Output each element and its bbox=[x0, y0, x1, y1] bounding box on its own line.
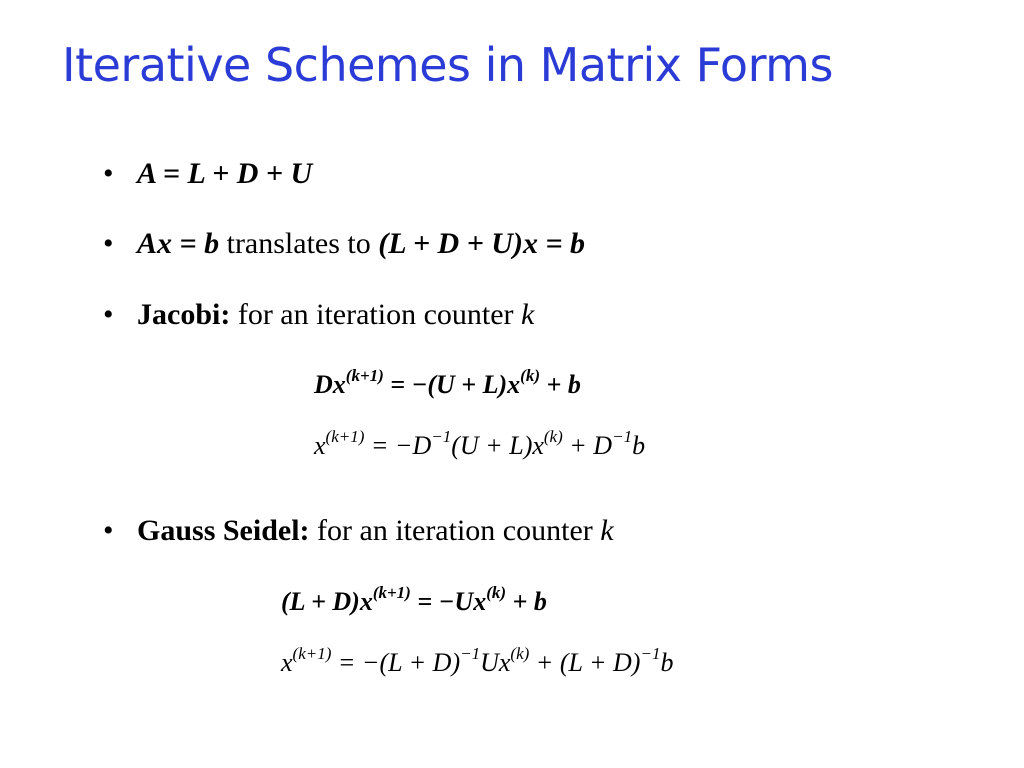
system-math: Ax = b bbox=[137, 227, 220, 260]
eq-superscript: (k) bbox=[520, 366, 540, 386]
eq-term: = −(L + D) bbox=[331, 648, 461, 677]
bullet-system bbox=[103, 226, 585, 262]
eq-term: (L + D)x bbox=[281, 587, 373, 616]
eq-term: x bbox=[314, 431, 326, 460]
eq-term: + (L + D) bbox=[529, 648, 641, 677]
system-math-expanded: (L + D + U)x = b bbox=[378, 227, 586, 260]
eq-superscript: (k+1) bbox=[292, 644, 332, 664]
eq-superscript: −1 bbox=[612, 427, 633, 447]
bullet-gauss-seidel bbox=[103, 513, 614, 549]
eq-term: Ux bbox=[480, 648, 511, 677]
gauss-seidel-var: k bbox=[600, 514, 614, 547]
bullet-dot: • bbox=[103, 298, 114, 331]
eq-term: b bbox=[632, 431, 646, 460]
eq-superscript: −1 bbox=[460, 644, 481, 664]
decomposition-math: A = L + D + U bbox=[137, 157, 313, 190]
eq-superscript: (k+1) bbox=[345, 366, 384, 386]
eq-term: + D bbox=[562, 431, 613, 460]
eq-term: x bbox=[281, 648, 293, 677]
eq-superscript: (k+1) bbox=[372, 583, 411, 603]
jacobi-label: Jacobi: bbox=[137, 298, 231, 331]
gauss-seidel-label: Gauss Seidel: bbox=[137, 514, 310, 547]
eq-term: (U + L)x bbox=[451, 431, 544, 460]
eq-superscript: −1 bbox=[431, 427, 452, 447]
eq-superscript: (k+1) bbox=[325, 427, 365, 447]
eq-term: = −Ux bbox=[410, 587, 487, 616]
jacobi-var: k bbox=[521, 298, 535, 331]
bullet-jacobi bbox=[103, 297, 534, 333]
bullet-dot: • bbox=[103, 514, 114, 547]
eq-term: = −D bbox=[364, 431, 432, 460]
jacobi-equation-2 bbox=[314, 427, 646, 461]
gauss-seidel-text: for an iteration counter bbox=[309, 514, 601, 547]
gauss-seidel-equation-2 bbox=[281, 644, 674, 678]
bullet-dot: • bbox=[103, 227, 114, 260]
eq-term: b bbox=[660, 648, 674, 677]
jacobi-equation-1 bbox=[314, 366, 581, 400]
eq-superscript: −1 bbox=[640, 644, 661, 664]
eq-term: + b bbox=[506, 587, 547, 616]
jacobi-text: for an iteration counter bbox=[230, 298, 522, 331]
eq-superscript: (k) bbox=[486, 583, 507, 603]
eq-superscript: (k) bbox=[543, 427, 563, 447]
eq-term: + b bbox=[540, 370, 581, 399]
eq-term: Dx bbox=[314, 370, 346, 399]
eq-term: = −(U + L)x bbox=[383, 370, 521, 399]
eq-superscript: (k) bbox=[510, 644, 530, 664]
gauss-seidel-equation-1 bbox=[281, 583, 547, 617]
system-text: translates to bbox=[219, 227, 379, 260]
slide-title: Iterative Schemes in Matrix Forms bbox=[62, 38, 833, 92]
bullet-decomposition bbox=[103, 156, 312, 192]
bullet-dot: • bbox=[103, 157, 114, 190]
